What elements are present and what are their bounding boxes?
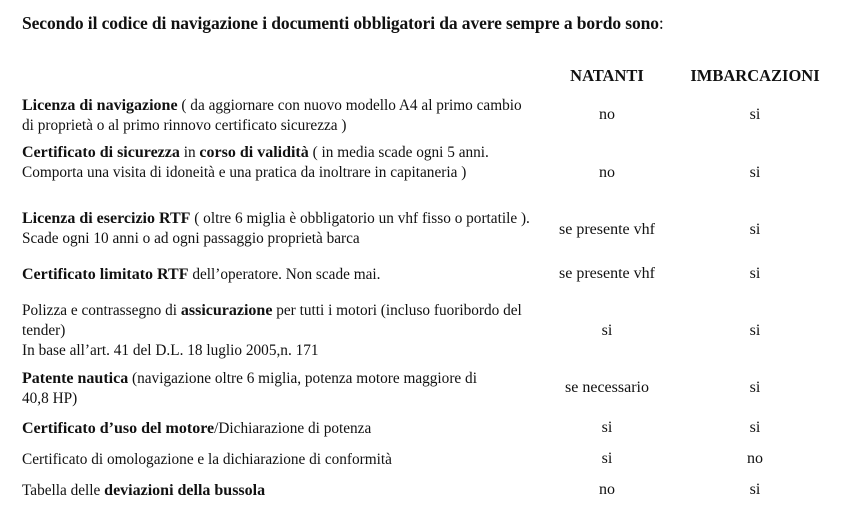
row-description: Licenza di navigazione ( da aggiornare con nuovo modello A4 al primo cambio di proprietà o al primo rinnovo certificato sicurezza ) bbox=[22, 97, 522, 134]
page-title bbox=[22, 13, 664, 34]
row-description: Certificato limitato RTF dell’operatore. Non scade mai. bbox=[22, 266, 381, 283]
cell-imbarcazioni: no bbox=[747, 450, 763, 467]
row-description: Patente nautica (navigazione oltre 6 miglia, potenza motore maggiore di 40,8 HP) bbox=[22, 370, 477, 407]
cell-imbarcazioni: si bbox=[749, 481, 761, 498]
title-colon: : bbox=[658, 13, 664, 33]
cell-imbarcazioni: si bbox=[749, 265, 761, 282]
title-text: Secondo il codice di navigazione i documenti obbligatori da avere sempre a bordo sono bbox=[22, 13, 659, 33]
row-description: Polizza e contrassegno di assicurazione per tutti i motori (incluso fuoribordo del tender) In base all’art. 41 del D.L. 18 luglio 2005,n. 171 bbox=[22, 302, 522, 359]
cell-natanti: no bbox=[599, 106, 615, 123]
cell-imbarcazioni: si bbox=[749, 106, 761, 123]
cell-imbarcazioni: si bbox=[749, 322, 761, 339]
row-description: Certificato di sicurezza in corso di validità ( in media scade ogni 5 anni. Comporta una visita di idoneità e una pratica da inoltrare in capitaneria ) bbox=[22, 144, 489, 181]
row-description: Licenza di esercizio RTF ( oltre 6 miglia è obbligatorio un vhf fisso o portatile ). Scade ogni 10 anni o ad ogni passaggio proprietà barca bbox=[22, 210, 530, 247]
row-description: Tabella delle deviazioni della bussola bbox=[22, 482, 266, 499]
row-description: Certificato d’uso del motore/Dichiarazione di potenza bbox=[22, 420, 372, 437]
legal-reference: In base all’art. 41 del D.L. 18 luglio 2005,n. 171 bbox=[22, 342, 319, 359]
cell-natanti: se presente vhf bbox=[559, 221, 655, 238]
cell-natanti: se presente vhf bbox=[559, 265, 655, 282]
cell-imbarcazioni: si bbox=[749, 379, 761, 396]
column-header-imbarcazioni: IMBARCAZIONI bbox=[690, 66, 820, 85]
column-header-natanti: NATANTI bbox=[570, 66, 644, 85]
row-description: Certificato di omologazione e la dichiarazione di conformità bbox=[22, 451, 392, 468]
cell-natanti: si bbox=[601, 450, 613, 467]
cell-imbarcazioni: si bbox=[749, 164, 761, 181]
cell-natanti: no bbox=[599, 164, 615, 181]
cell-imbarcazioni: si bbox=[749, 221, 761, 238]
cell-imbarcazioni: si bbox=[749, 419, 761, 436]
cell-natanti: si bbox=[601, 419, 613, 436]
cell-natanti: no bbox=[599, 481, 615, 498]
cell-natanti: si bbox=[601, 322, 613, 339]
cell-natanti: se necessario bbox=[565, 379, 649, 396]
